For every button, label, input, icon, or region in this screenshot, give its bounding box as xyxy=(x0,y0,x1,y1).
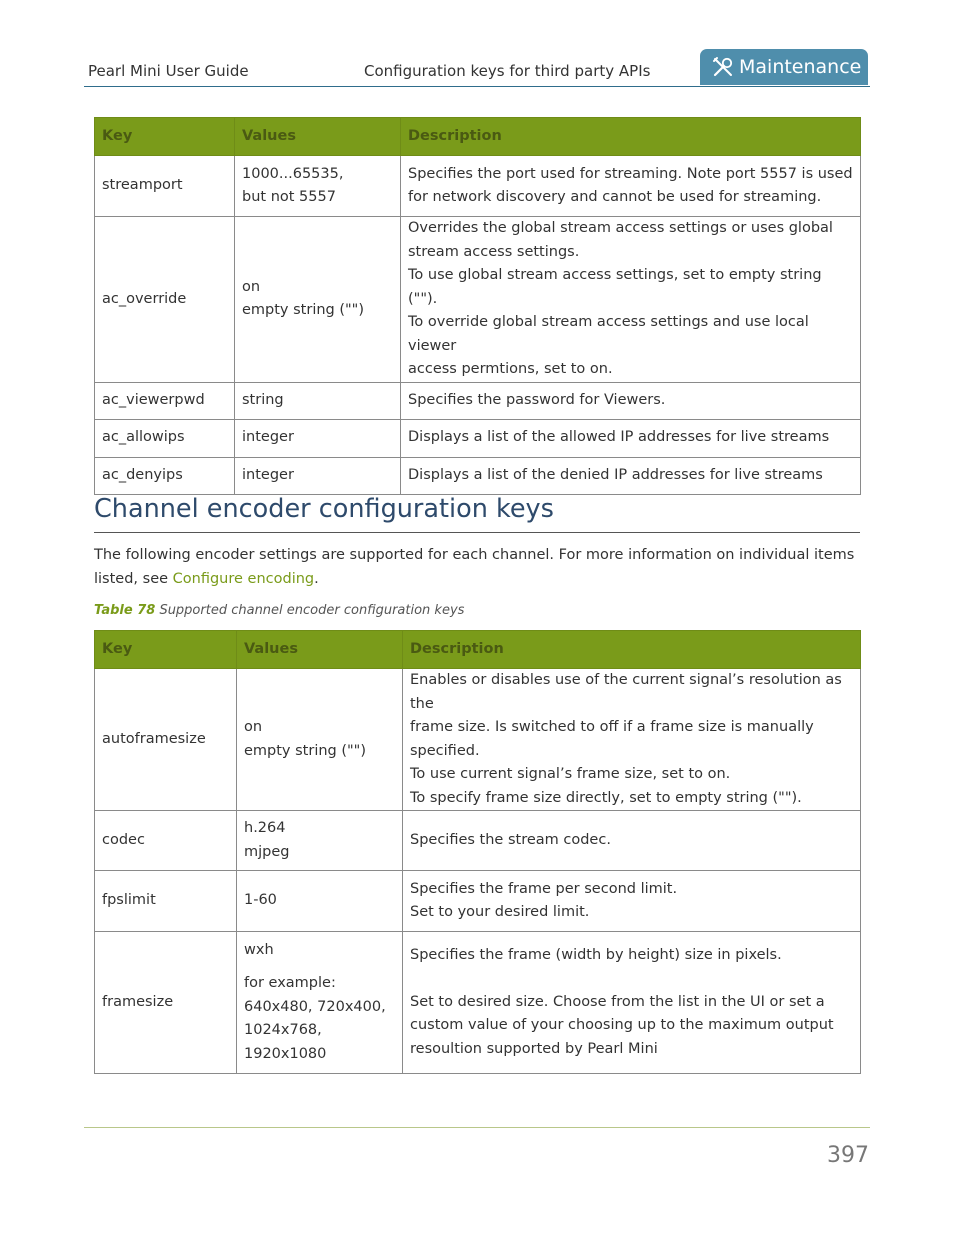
cell-line: custom value of your choosing up to the maximum output xyxy=(410,1017,834,1034)
description-cell xyxy=(403,669,861,811)
key-cell: ac_override xyxy=(95,217,235,383)
column-header: Description xyxy=(401,118,861,156)
header-divider xyxy=(84,86,870,87)
values-cell xyxy=(237,932,403,1074)
table-header-row xyxy=(95,631,861,669)
description-cell xyxy=(401,457,861,494)
values-cell xyxy=(237,669,403,811)
cell-line: on xyxy=(242,278,261,295)
key-cell: codec xyxy=(95,811,237,871)
cell-line: To override global stream access settings and use local viewer xyxy=(408,314,809,354)
column-header: Values xyxy=(235,118,401,156)
cell-line: for example: xyxy=(244,975,336,992)
stream-access-table xyxy=(94,117,861,495)
table-row xyxy=(95,217,861,383)
cell-line: Specifies the port used for streaming. Note port 5557 is used xyxy=(408,165,853,182)
column-header: Values xyxy=(237,631,403,669)
key-cell: framesize xyxy=(95,932,237,1074)
table-row xyxy=(95,419,861,457)
cell-line: Enables or disables use of the current signal’s resolution as the xyxy=(410,672,842,712)
description-cell xyxy=(403,871,861,932)
description-cell xyxy=(401,156,861,217)
values-cell xyxy=(235,419,401,457)
page-number: 397 xyxy=(827,1143,869,1168)
description-cell xyxy=(403,811,861,871)
cell-line: 640x480, 720x400, xyxy=(244,998,386,1015)
maintenance-tab[interactable] xyxy=(700,49,868,85)
cell-line: mjpeg xyxy=(244,843,290,860)
cell-line: Displays a list of the allowed IP addresses for live streams xyxy=(408,429,830,446)
cell-line: Specifies the password for Viewers. xyxy=(408,391,666,408)
cell-line: 1920x1080 xyxy=(244,1045,327,1062)
caption-text: Supported channel encoder configuration keys xyxy=(159,603,465,618)
caption-label: Table 78 xyxy=(94,603,156,618)
cell-line: h.264 xyxy=(244,820,286,836)
key-cell: streamport xyxy=(95,156,235,217)
cell-line: Specifies the frame (width by height) size in pixels. xyxy=(410,946,782,963)
values-cell xyxy=(237,871,403,932)
heading-rule xyxy=(94,532,860,533)
key-cell: ac_allowips xyxy=(95,419,235,457)
intro-text: The following encoder settings are supported for each channel. For more information on individual items listed, see xyxy=(94,547,855,587)
cell-line: resoultion supported by Pearl Mini xyxy=(410,1040,658,1057)
intro-paragraph xyxy=(94,544,860,591)
table-row xyxy=(95,871,861,932)
cell-line: 1000...65535, xyxy=(242,165,344,182)
cell-line: integer xyxy=(242,466,294,483)
cell-line: Displays a list of the denied IP addresses for live streams xyxy=(408,466,823,483)
cell-line: but not 5557 xyxy=(242,189,336,205)
cell-line: specified. xyxy=(410,742,480,759)
cell-line: string xyxy=(242,391,284,408)
tab-label: Maintenance xyxy=(739,56,862,78)
intro-end: . xyxy=(314,570,319,587)
column-header: Key xyxy=(95,118,235,156)
cell-line: Set to desired size. Choose from the list in the UI or set a xyxy=(410,993,825,1010)
column-header: Description xyxy=(403,631,861,669)
cell-line: for network discovery and cannot be used for streaming. xyxy=(408,189,822,205)
cell-line: To specify frame size directly, set to empty string (""). xyxy=(410,789,802,806)
key-cell: autoframesize xyxy=(95,669,237,811)
cell-line: 1-60 xyxy=(244,892,277,909)
description-cell xyxy=(401,217,861,383)
key-cell: ac_denyips xyxy=(95,457,235,494)
table-header-row xyxy=(95,118,861,156)
cell-line: frame size. Is switched to off if a frame size is manually xyxy=(410,719,814,735)
cell-line: stream access settings. xyxy=(408,243,580,260)
guide-title: Pearl Mini User Guide xyxy=(88,62,249,80)
cell-line: Specifies the stream codec. xyxy=(410,831,611,848)
cell-line: Specifies the frame per second limit. xyxy=(410,880,678,897)
table-row xyxy=(95,457,861,494)
configure-encoding-link[interactable]: Configure encoding xyxy=(172,570,315,587)
description-cell xyxy=(401,419,861,457)
key-cell: ac_viewerpwd xyxy=(95,382,235,419)
values-cell xyxy=(237,811,403,871)
table-row xyxy=(95,382,861,419)
tools-icon xyxy=(712,56,734,78)
table-row xyxy=(95,811,861,871)
values-cell xyxy=(235,457,401,494)
section-title: Configuration keys for third party APIs xyxy=(364,62,651,80)
cell-line: Overrides the global stream access settings or uses global xyxy=(408,220,833,236)
values-cell xyxy=(235,217,401,383)
cell-line: access permtions, set to on. xyxy=(408,361,613,377)
cell-line xyxy=(410,967,853,991)
footer-divider xyxy=(84,1127,870,1128)
cell-line: Set to your desired limit. xyxy=(410,904,590,920)
description-cell xyxy=(403,932,861,1074)
cell-line: wxh xyxy=(244,941,274,958)
table-row xyxy=(95,156,861,217)
cell-line: empty string ("") xyxy=(244,742,367,759)
values-cell xyxy=(235,382,401,419)
key-cell: fpslimit xyxy=(95,871,237,932)
column-header: Key xyxy=(95,631,237,669)
table-row xyxy=(95,669,861,811)
cell-line: on xyxy=(244,719,263,735)
channel-encoder-table xyxy=(94,630,861,1074)
cell-line: To use global stream access settings, set to empty string (""). xyxy=(408,267,822,307)
cell-line: 1024x768, xyxy=(244,1022,322,1039)
cell-line: integer xyxy=(242,429,294,446)
section-heading: Channel encoder configuration keys xyxy=(94,494,554,524)
cell-line: To use current signal’s frame size, set to on. xyxy=(410,766,731,782)
description-cell xyxy=(401,382,861,419)
table-caption xyxy=(94,603,464,618)
table-row xyxy=(95,932,861,1074)
cell-line: empty string ("") xyxy=(242,302,365,319)
values-cell xyxy=(235,156,401,217)
